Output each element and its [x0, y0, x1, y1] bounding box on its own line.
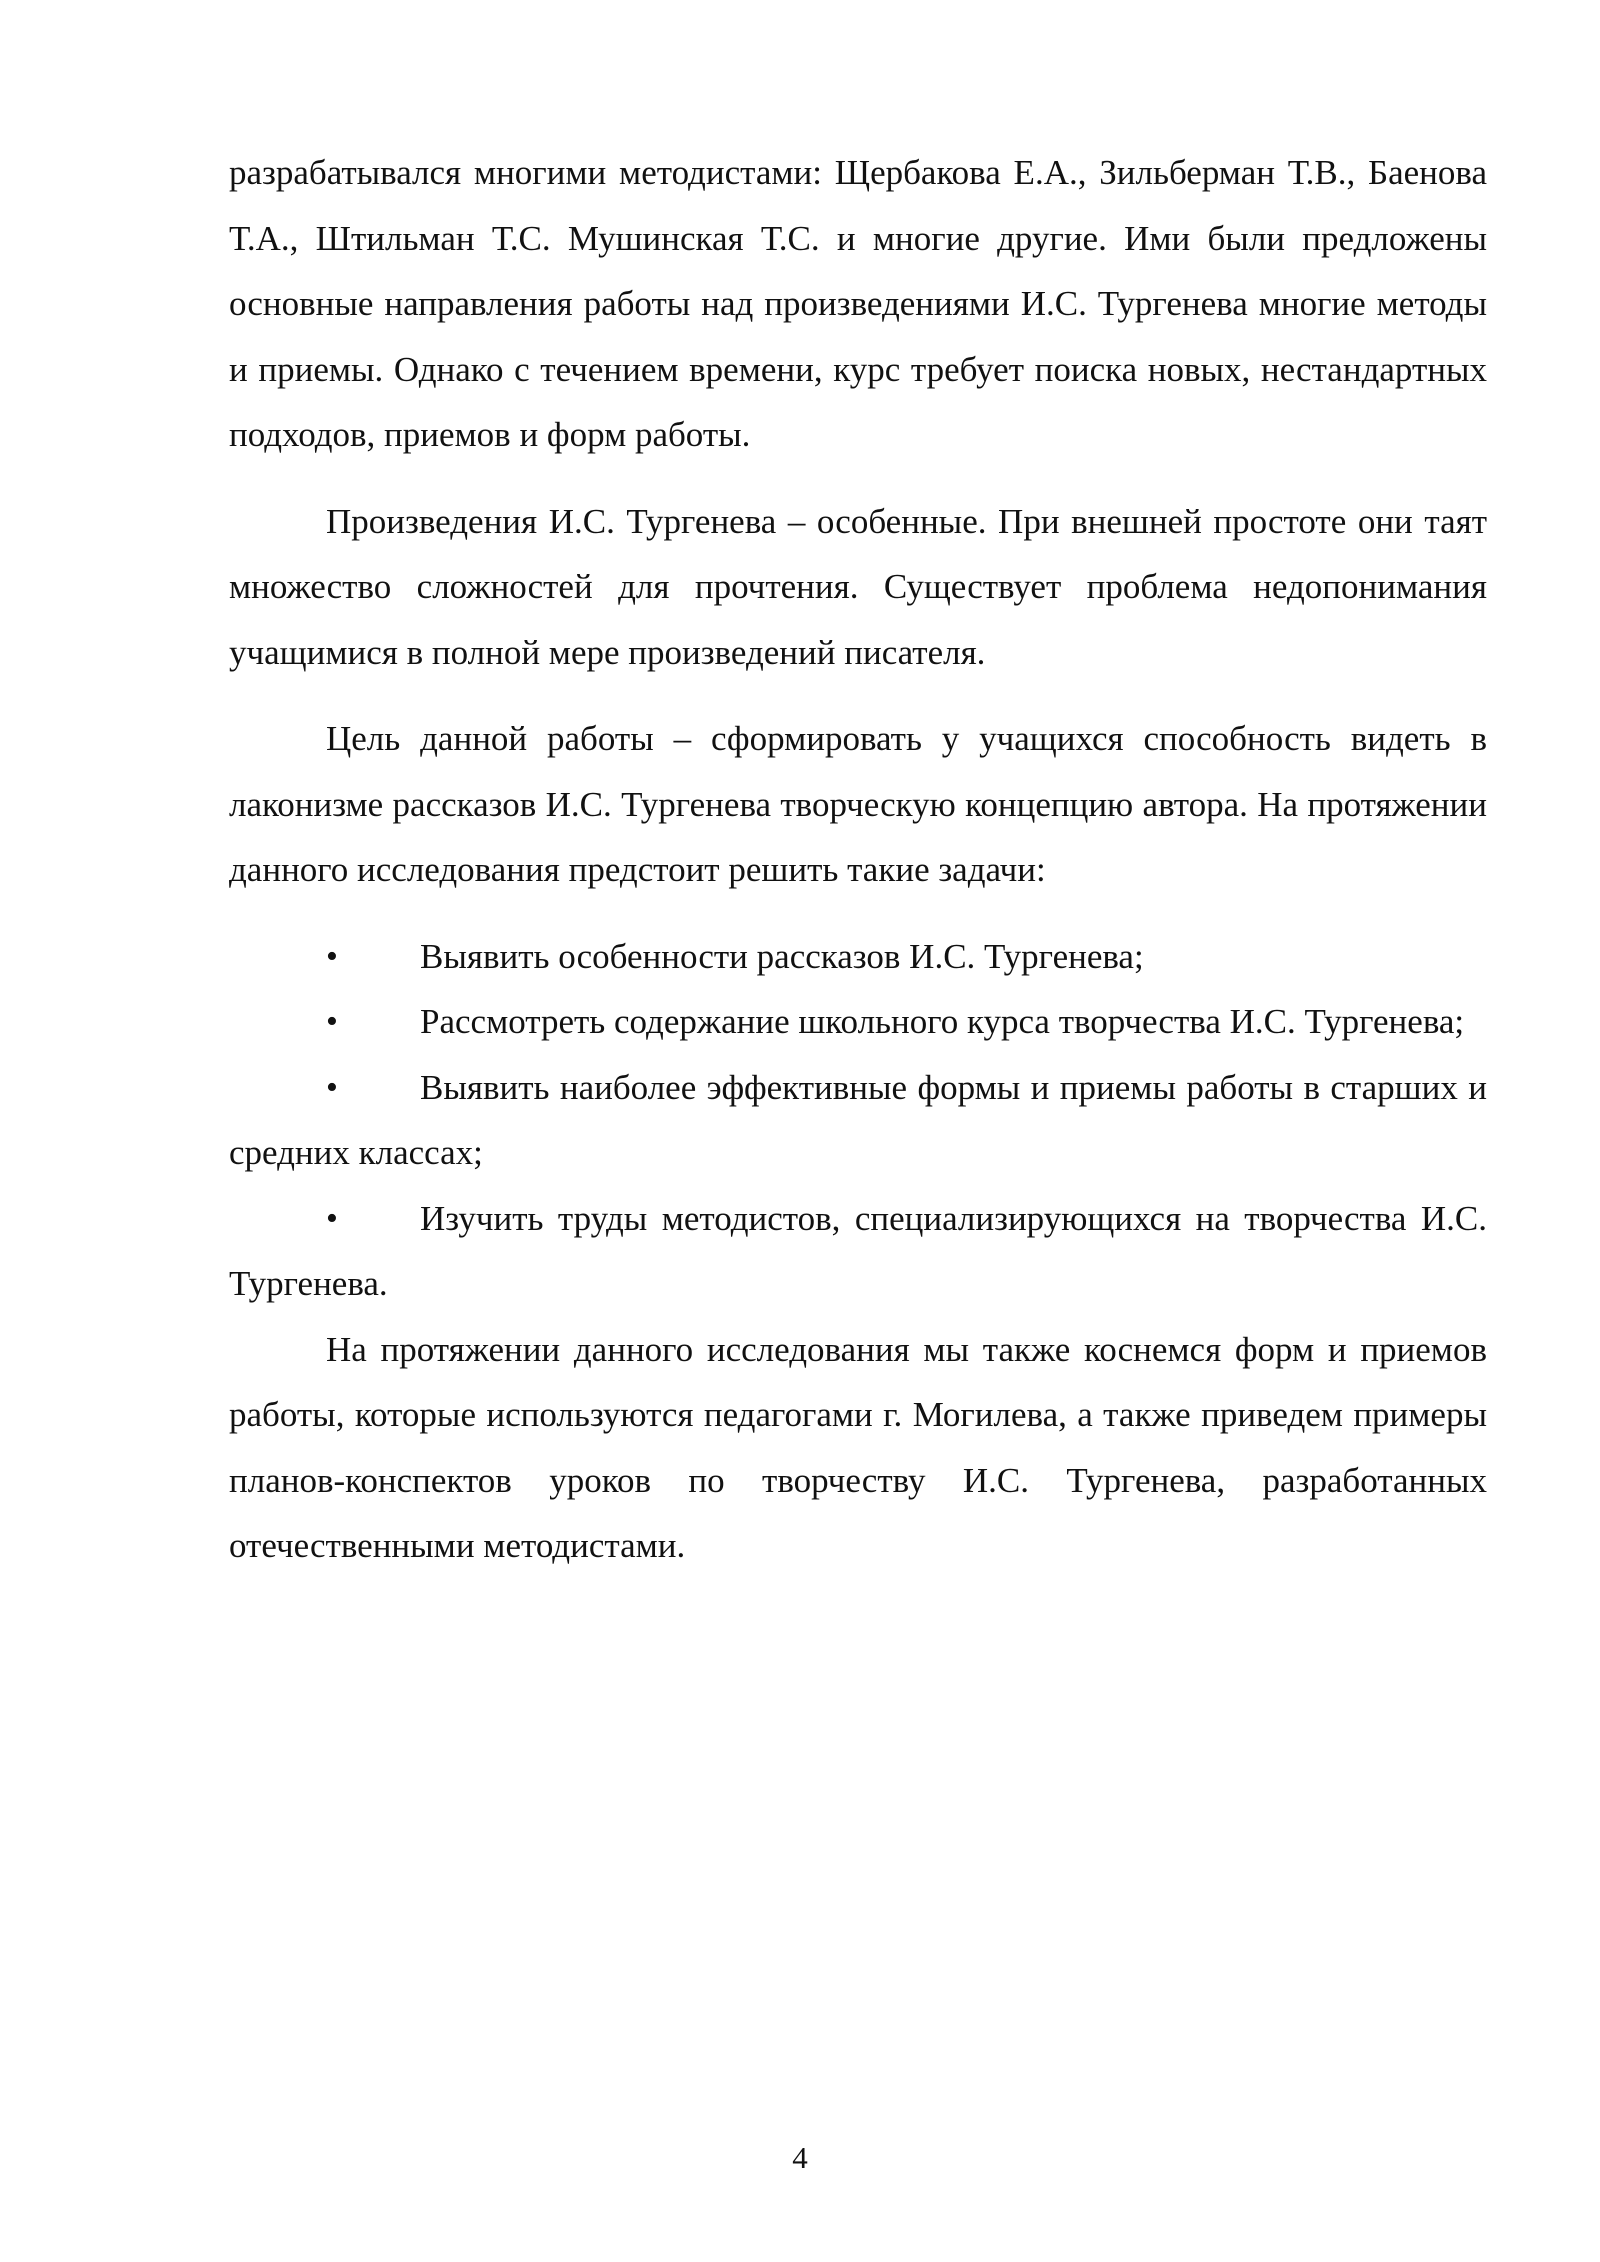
task-list [229, 924, 1487, 1317]
bullet-icon: • [326, 1199, 338, 1237]
paragraph-goal: Цель данной работы – сформировать у учащихся способность видеть в лаконизме рассказов И.С. Тургенева творческую концепцию автора. На протяжении данного исследования предстоит решить такие задачи: [229, 719, 1487, 889]
list-item-text: Выявить наиболее эффективные формы и приемы работы в старших и средних классах; [229, 1067, 1487, 1172]
list-item-text: Рассмотреть содержание школьного курса творчества И.С. Тургенева; [420, 1002, 1465, 1041]
bullet-icon: • [326, 1003, 338, 1040]
list-item [229, 1186, 1487, 1317]
list-item [229, 989, 1487, 1055]
bullet-icon: • [326, 1068, 338, 1106]
document-page [229, 140, 1487, 1579]
list-item-text: Выявить особенности рассказов И.С. Тургенева; [420, 936, 1144, 976]
paragraph-final: На протяжении данного исследования мы также коснемся форм и приемов работы, которые используются педагогами г. Могилева, а также приведем примеры планов-конспектов уроков по творчеству И.С. Тургенева, разработанных отечественными методистами. [229, 1329, 1487, 1565]
paragraph-continuation: разрабатывался многими методистами: Щербакова Е.А., Зильберман Т.В., Баенова Т.А., Штильман Т.С. Мушинская Т.С. и многие другие. Ими были предложены основные направления работы над произведениями И.С. Тургенева многие методы и приемы. Однако с течением времени, курс требует поиска новых, нестандартных подходов, приемов и форм работы. [229, 153, 1487, 454]
bullet-icon: • [326, 937, 338, 975]
list-item [229, 1055, 1487, 1186]
list-item-text: Изучить труды методистов, специализирующихся на творчества И.С. Тургенева. [229, 1198, 1487, 1303]
list-item [229, 924, 1487, 990]
paragraph-turgenev-works: Произведения И.С. Тургенева – особенные. При внешней простоте они таят множество сложностей для прочтения. Существует проблема недопонимания учащимися в полной мере произведений писателя. [229, 501, 1487, 672]
page-number: 4 [792, 2140, 808, 2175]
